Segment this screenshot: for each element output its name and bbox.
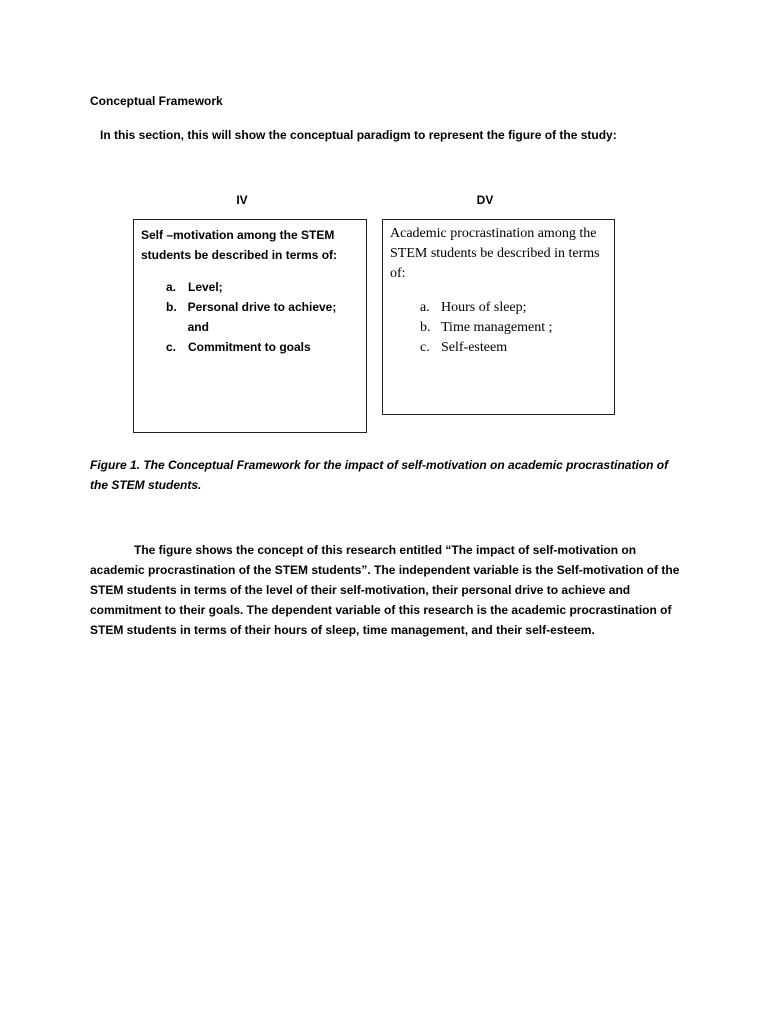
list-marker: b. [420,320,431,335]
independent-variable-box [133,219,367,433]
list-marker: c. [166,340,177,354]
list-item-text: Time management ; [441,320,553,335]
list-item-text: Commitment to goals [188,340,311,354]
list-marker: a. [166,280,177,294]
list-item-text: Hours of sleep; [441,300,527,315]
iv-label: IV [236,193,248,207]
body-paragraph: The figure shows the concept of this research entitled “The impact of self-motivation on academic procrastination of the STEM students”. The independent variable is the Self-motivation of the STEM students in terms of the level of their self-motivation, their personal drive to achieve and commitment to their goals. The dependent variable of this research is the academic procrastination of STEM students in terms of their hours of sleep, time management, and their self-esteem. [90,543,680,637]
list-item-text: Level; [188,280,223,294]
dv-list [390,298,606,358]
list-marker: c. [420,340,430,355]
dv-list-item [420,338,606,358]
iv-list-item [166,337,358,357]
list-marker: a. [420,300,430,315]
dv-description: Academic procrastination among the STEM students be described in terms of: [390,226,600,281]
iv-list-item [166,297,358,337]
iv-list [141,277,358,357]
dv-label: DV [476,193,494,207]
iv-description: Self –motivation among the STEM students be described in terms of: [141,228,338,262]
figure-caption: Figure 1. The Conceptual Framework for the impact of self-motivation on academic procrastination of the STEM students. [90,458,669,492]
dv-list-item [420,298,606,318]
list-marker: b. [166,300,177,314]
dependent-variable-box [382,219,615,415]
list-item-text: Self-esteem [441,340,508,355]
list-item-text: Personal drive to achieve; and [187,300,337,334]
section-heading: Conceptual Framework [90,94,223,108]
iv-list-item [166,277,358,297]
intro-text: In this section, this will show the conceptual paradigm to represent the figure of the study: [100,128,617,142]
dv-list-item [420,318,606,338]
